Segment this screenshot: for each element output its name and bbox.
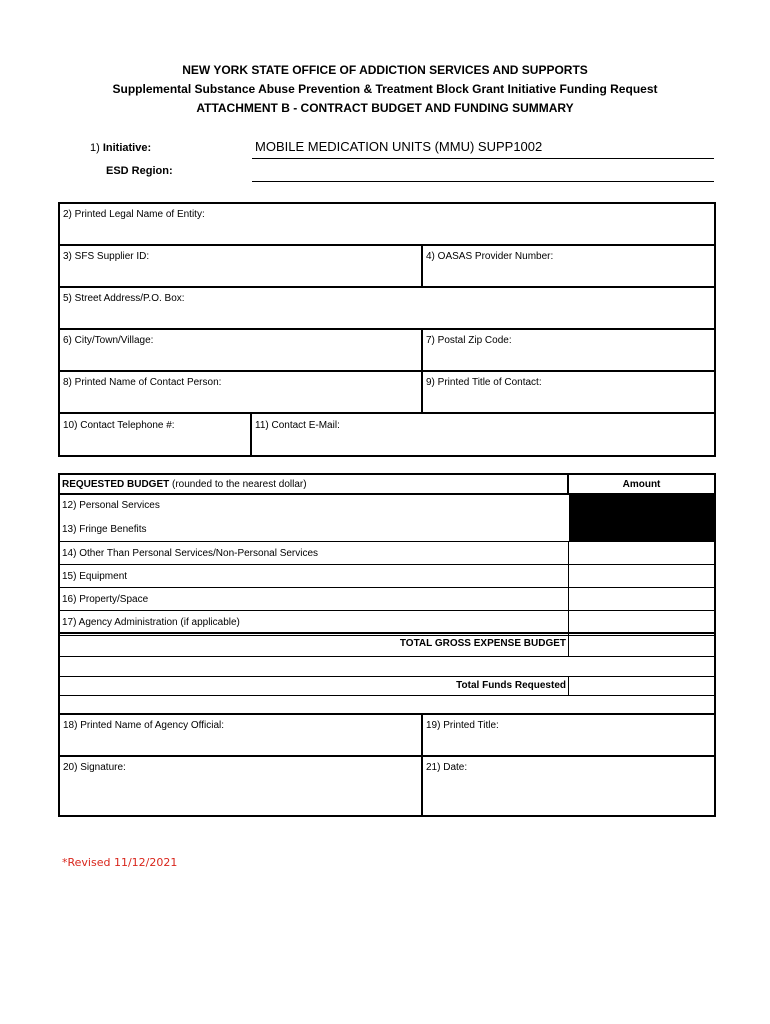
divider <box>568 541 569 656</box>
contact-telephone-field[interactable] <box>60 414 249 455</box>
budget-item-label: 15) Equipment <box>62 571 128 582</box>
date-field[interactable] <box>423 757 714 815</box>
initiative-label-text: Initiative: <box>102 142 152 154</box>
initiative-value[interactable]: MOBILE MEDICATION UNITS (MMU) SUPP1002 <box>255 139 543 154</box>
signature-label: 20) Signature: <box>63 762 126 773</box>
total-funds-label: Total Funds Requested <box>456 680 566 691</box>
sfs-supplier-id-label: 3) SFS Supplier ID: <box>63 251 150 262</box>
esd-region-label: ESD Region: <box>106 165 173 177</box>
legal-name-label: 2) Printed Legal Name of Entity: <box>63 209 205 220</box>
title-attachment: ATTACHMENT B - CONTRACT BUDGET AND FUNDING SUMMARY <box>196 101 574 115</box>
initiative-underline <box>252 158 714 159</box>
city-label: 6) City/Town/Village: <box>63 335 154 346</box>
total-gross-amount[interactable] <box>570 636 714 656</box>
divider <box>59 695 715 696</box>
amount-input-property[interactable] <box>570 588 714 610</box>
budget-item-label: 17) Agency Administration (if applicable) <box>62 617 240 628</box>
contact-email-field[interactable] <box>252 414 714 455</box>
contact-person-field[interactable] <box>60 372 420 412</box>
legal-name-field[interactable] <box>60 204 714 244</box>
zip-code-field[interactable] <box>423 330 714 370</box>
divider <box>567 475 569 495</box>
contact-telephone-label: 10) Contact Telephone #: <box>63 420 175 431</box>
oasas-provider-number-label: 4) OASAS Provider Number: <box>426 251 554 262</box>
budget-title-bold: REQUESTED BUDGET <box>62 479 170 490</box>
budget-row-personal-services <box>59 495 715 518</box>
contact-email-label: 11) Contact E-Mail: <box>255 420 340 431</box>
budget-item-label: 16) Property/Space <box>62 594 149 605</box>
contact-title-field[interactable] <box>423 372 714 412</box>
zip-code-label: 7) Postal Zip Code: <box>426 335 512 346</box>
revised-note: *Revised 11/12/2021 <box>62 856 178 869</box>
city-field[interactable] <box>60 330 420 370</box>
initiative-label-num: 1) <box>90 142 100 154</box>
amount-input-agency-admin[interactable] <box>570 611 714 632</box>
budget-item-label: 12) Personal Services <box>62 500 160 511</box>
street-address-field[interactable] <box>60 288 714 328</box>
title-grant: Supplemental Substance Abuse Prevention & Treatment Block Grant Initiative Funding Request <box>112 82 658 96</box>
budget-title-note: (rounded to the nearest dollar) <box>172 479 307 490</box>
divider <box>58 632 716 634</box>
total-gross-label: TOTAL GROSS EXPENSE BUDGET <box>399 638 566 649</box>
contact-person-label: 8) Printed Name of Contact Person: <box>63 377 222 388</box>
date-label: 21) Date: <box>426 762 468 773</box>
initiative-label <box>90 142 151 154</box>
official-title-label: 19) Printed Title: <box>426 720 499 731</box>
divider <box>59 656 715 657</box>
esd-region-underline <box>252 181 714 182</box>
oasas-provider-number-field[interactable] <box>423 246 714 286</box>
signature-field[interactable] <box>60 757 420 815</box>
agency-official-name-label: 18) Printed Name of Agency Official: <box>63 720 225 731</box>
budget-item-label: 14) Other Than Personal Services/Non-Personal Services <box>62 548 319 559</box>
street-address-label: 5) Street Address/P.O. Box: <box>63 293 185 304</box>
total-funds-amount[interactable] <box>570 677 714 695</box>
amount-input-otps[interactable] <box>570 542 714 564</box>
title-agency: NEW YORK STATE OFFICE OF ADDICTION SERVICES AND SUPPORTS <box>182 63 588 77</box>
agency-official-name-field[interactable] <box>60 715 420 755</box>
budget-title <box>62 479 307 490</box>
sfs-supplier-id-field[interactable] <box>60 246 420 286</box>
official-title-field[interactable] <box>423 715 714 755</box>
amount-header: Amount <box>622 479 661 490</box>
budget-row-fringe-benefits <box>59 518 715 541</box>
esd-region-value[interactable] <box>255 164 714 180</box>
contact-title-label: 9) Printed Title of Contact: <box>426 377 542 388</box>
divider <box>568 676 569 695</box>
budget-item-label: 13) Fringe Benefits <box>62 524 147 535</box>
amount-input-equipment[interactable] <box>570 565 714 587</box>
